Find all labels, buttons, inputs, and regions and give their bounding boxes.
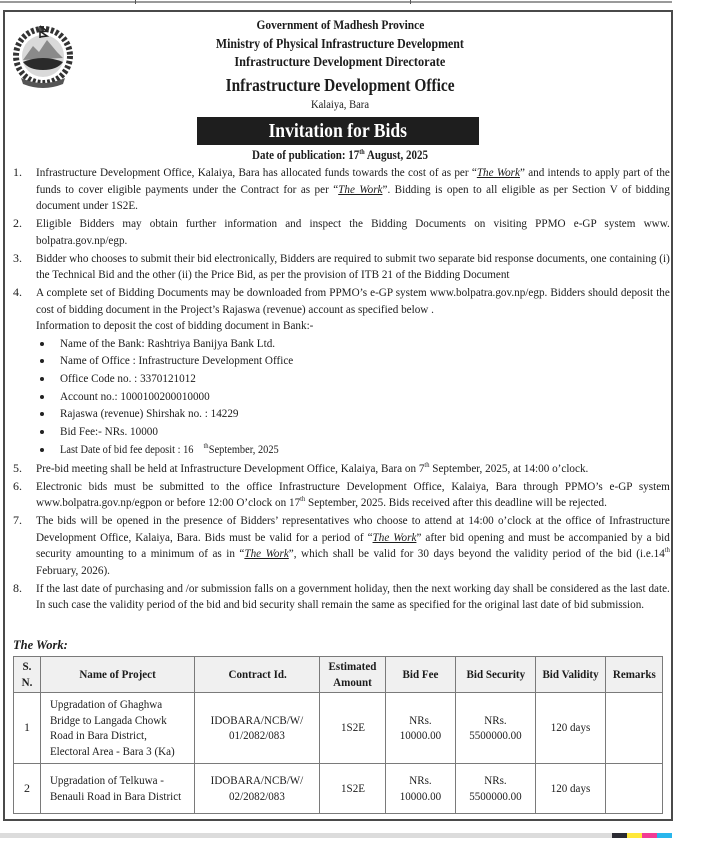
the-work-heading: The Work: (13, 638, 68, 652)
col-sn: S. N. (14, 657, 41, 693)
the-work-link[interactable]: The Work (338, 181, 383, 196)
table-header-row (14, 657, 663, 693)
top-rule (0, 1, 672, 3)
the-work-link[interactable]: The Work (244, 546, 289, 561)
print-swatch-cyan (657, 833, 672, 838)
title-banner: Invitation for Bids (197, 117, 479, 145)
bank-info-item: Account no.: 1000100200010000 (36, 388, 670, 406)
clause-7: 7. The bids will be opened in the presence of Bidders’ representatives who choose to attend at 14:00 o’clock at the office of Infrastructure Development Office, Kalaiya, Bara. Bids must be valid for a period of “The Work” after bid opening and must be accompanied by a bid security amounting to a minimum of as in “The Work”, which shall be valid for 30 days beyond the validity period of the bid (i.e.14th February, 2026). (13, 513, 670, 577)
col-estimated-amount: Estimated Amount (320, 657, 386, 693)
clause-4: 4. A complete set of Bidding Documents may be downloaded from PPMO’s e-GP system www.bolpatra.gov.np/egp. Bidders should deposit the cost of bidding document in the Project’s Rajaswa (revenue) account as specified below . Information to deposit the cost of bidding document in Bank:- Name of the Bank: Rashtriya Banijya Bank Ltd. Name of Office : Infrastructure Development Office Office Code no. : 3370121012 Account no.: 1000100200010000 Rajaswa (revenue) Shirshak no. : 14229 Bid Fee:- NRs. 10000 Last Date of bid fee deposit : 16 $^{th}$September, 2025 (10, 284, 670, 458)
cell-estimated-amount: 1S2E (320, 693, 386, 764)
works-table (13, 656, 663, 814)
clause-6: 6. Electronic bids must be submitted to the office Infrastructure Development Office, Kalaiya, Bara through PPMO’s e-GP system www.bolpatra.gov.np/egpon or before 12:00 O’clock on 17th September, 2025. Bids received after this deadline will be rejected. (13, 478, 670, 510)
top-tick (135, 0, 136, 4)
clause-1: 1. Infrastructure Development Office, Kalaiya, Bara has allocated funds towards the cost of as per “The Work” and intends to apply part of the funds to cover eligible payments under the Contract for as per “The Work”. Bidding is open to all eligible as per Section V of bidding document under 1S2E. (13, 165, 670, 212)
bank-info-item: Last Date of bid fee deposit : 16 $^{th}$September, 2025 (36, 441, 670, 459)
table-row (14, 764, 663, 814)
cell-bid-security: NRs. 5500000.00 (456, 764, 536, 814)
header-location: Kalaiya, Bara (310, 97, 370, 111)
print-swatch-magenta (642, 833, 657, 838)
cell-project: Upgradation of Ghaghwa Bridge to Langada Chowk Road in Bara District, Electoral Area - Bara 3 (Ka) (40, 693, 195, 764)
bank-info-list (36, 335, 670, 459)
clause-3: 3. Bidder who chooses to submit their bid electronically, Bidders are required to submit two separate bid response documents, one containing (i) the Technical Bid and the other (ii) the Price Bid, as per the provision of ITB 21 of the Bidding Document (13, 250, 670, 281)
bank-info-item: Office Code no. : 3370121012 (36, 370, 670, 388)
the-work-link[interactable]: The Work (476, 165, 520, 179)
clause-2: 2. Eligible Bidders may obtain further information and inspect the Bidding Documents on visiting PPMO e-GP system www. bolpatra.gov.np/egp. (13, 216, 670, 247)
bank-info-item: Name of the Bank: Rashtriya Banijya Bank Ltd. (36, 335, 670, 353)
top-tick (410, 0, 411, 4)
col-bid-validity: Bid Validity (536, 657, 606, 693)
col-contract-id: Contract Id. (195, 657, 320, 693)
cell-bid-security: NRs. 5500000.00 (456, 693, 536, 764)
cell-estimated-amount: 1S2E (320, 764, 386, 814)
header-directorate: Infrastructure Development Directorate (234, 55, 446, 70)
the-work-link[interactable]: The Work (372, 529, 417, 544)
bank-info-heading: Information to deposit the cost of bidding document in Bank:- (36, 318, 314, 332)
cell-contract-id: IDOBARA/NCB/W/ 01/2082/083 (195, 693, 320, 764)
print-margin-bar (0, 833, 612, 838)
publication-date: Date of publication: 17th August, 2025 (251, 147, 428, 162)
col-bid-security: Bid Security (456, 657, 536, 693)
col-bid-fee: Bid Fee (386, 657, 456, 693)
print-swatch-black (612, 833, 627, 838)
cell-contract-id: IDOBARA/NCB/W/ 02/2082/083 (195, 764, 320, 814)
clause-5: 5. Pre-bid meeting shall be held at Infrastructure Development Office, Kalaiya, Bara on 7th September, 2025, at 14:00 o’clock. (13, 460, 589, 475)
bank-info-item: Name of Office : Infrastructure Development Office (36, 352, 670, 370)
cell-project: Upgradation of Telkuwa - Benauli Road in Bara District (40, 764, 195, 814)
clause-8: 8. If the last date of purchasing and /or submission falls on a government holiday, then the next working day shall be considered as the last date. In such case the validity period of the bid and bid security shall remain the same as specified for the original last date of bid submission. (13, 580, 670, 612)
header-government: Government of Madhesh Province (256, 17, 424, 32)
cell-remarks (605, 764, 662, 814)
cell-sn: 1 (14, 693, 41, 764)
header-ministry: Ministry of Physical Infrastructure Development (216, 36, 464, 51)
print-swatch-yellow (627, 833, 642, 838)
col-project-name: Name of Project (40, 657, 195, 693)
col-remarks: Remarks (605, 657, 662, 693)
header-office: Infrastructure Development Office (225, 75, 455, 95)
cell-sn: 2 (14, 764, 41, 814)
table-row (14, 693, 663, 764)
bank-info-item: Rajaswa (revenue) Shirshak no. : 14229 (36, 405, 670, 423)
cell-bid-fee: NRs. 10000.00 (386, 764, 456, 814)
cell-bid-validity: 120 days (536, 764, 606, 814)
clauses-list (10, 164, 670, 614)
bank-info-item: Bid Fee:- NRs. 10000 (36, 423, 670, 441)
cell-remarks (605, 693, 662, 764)
cell-bid-validity: 120 days (536, 693, 606, 764)
cell-bid-fee: NRs. 10000.00 (386, 693, 456, 764)
